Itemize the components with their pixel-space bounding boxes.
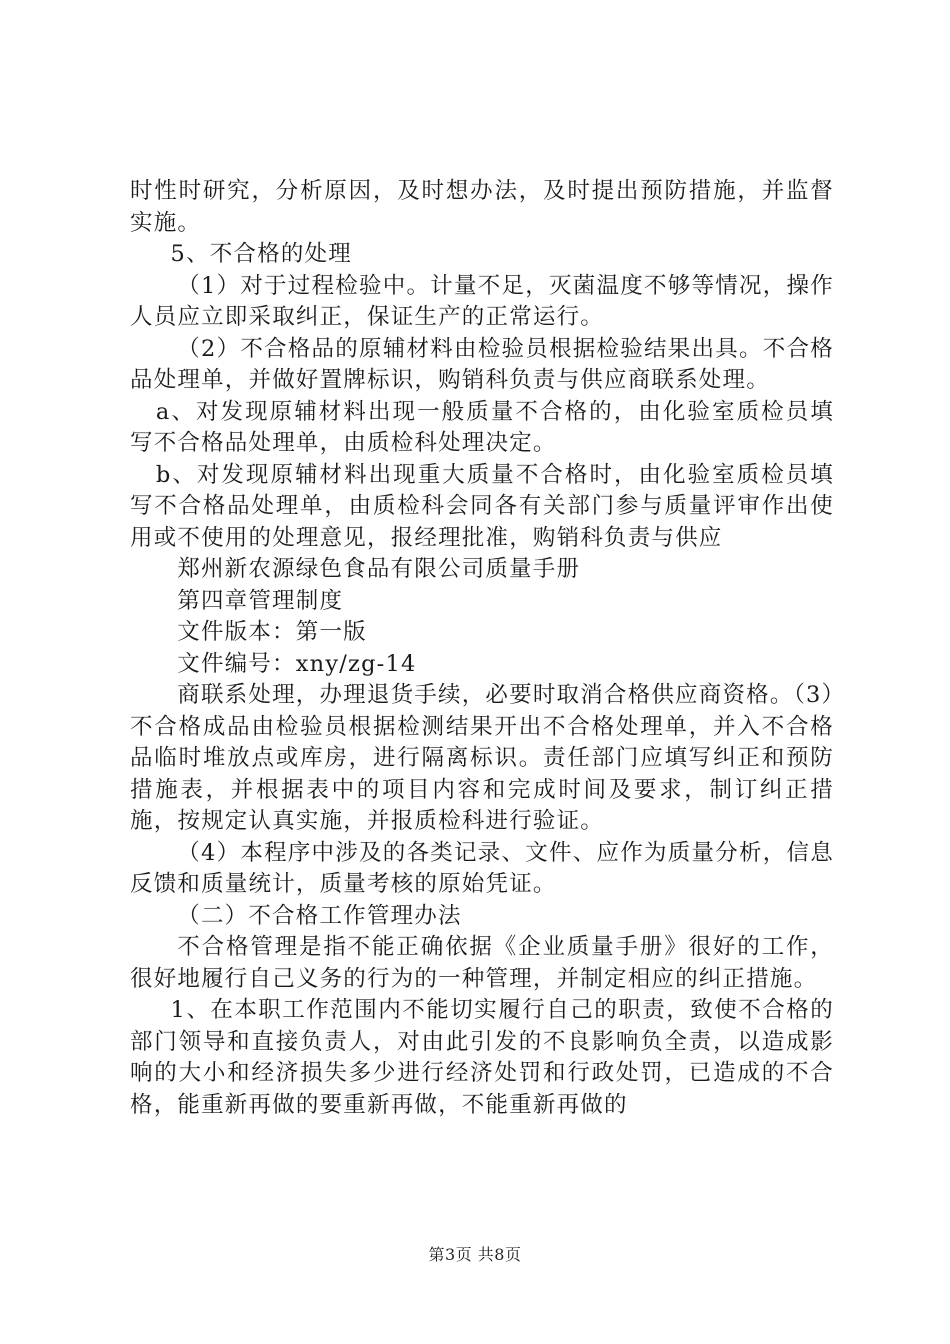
paragraph-definition: 不合格管理是指不能正确依据《企业质量手册》很好的工作，很好地履行自己义务的行为的一种管理，并制定相应的纠正措施。 — [130, 934, 834, 992]
section-heading-5: 5、不合格的处理 — [170, 241, 352, 267]
header-file-number: 文件编号：xny/zg-14 — [177, 650, 417, 677]
paragraph-1: 时性时研究，分析原因，及时想办法，及时提出预防措施，并监督实施。 — [130, 178, 834, 236]
paragraph-item-2: （2）不合格品的原辅材料由检验员根据检验结果出具。不合格品处理单，并做好置牌标识，购销科负责与供应商联系处理。 — [130, 335, 834, 393]
paragraph-item-a: a、对发现原辅材料出现一般质量不合格的，由化验室质检员填写不合格品处理单，由质检科处理决定。 — [130, 398, 834, 456]
document-body — [130, 176, 834, 1121]
paragraph-item-1: （1）对于过程检验中。计量不足，灭菌温度不够等情况，操作人员应立即采取纠正，保证生产的正常运行。 — [130, 272, 834, 330]
paragraph-item-b: b、对发现原辅材料出现重大质量不合格时，由化验室质检员填写不合格品处理单，由质检科会同各有关部门参与质量评审作出使用或不使用的处理意见，报经理批准，购销科负责与供应 — [130, 461, 834, 551]
paragraph-item-3: 商联系处理，办理退货手续，必要时取消合格供应商资格。（3）不合格成品由检验员根据检测结果开出不合格处理单，并入不合格品临时堆放点或库房，进行隔离标识。责任部门应填写纠正和预防措施表，并根据表中的项目内容和完成时间及要求，制订纠正措施，按规定认真实施，并报质检科进行验证。 — [130, 682, 834, 834]
page-number: 第3页 共8页 — [428, 1245, 522, 1264]
header-chapter: 第四章管理制度 — [177, 587, 344, 614]
paragraph-item-4: （4）本程序中涉及的各类记录、文件、应作为质量分析，信息反馈和质量统计，质量考核的原始凭证。 — [130, 839, 834, 897]
header-company-manual: 郑州新农源绿色食品有限公司质量手册 — [177, 556, 581, 582]
paragraph-rule-1: 1、在本职工作范围内不能切实履行自己的职责，致使不合格的部门领导和直接负责人，对由此引发的不良影响负全责，以造成影响的大小和经济损失多少进行经济处罚和行政处罚，已造成的不合格，能重新再做的要重新再做，不能重新再做的 — [130, 997, 834, 1118]
section-heading-2: （二）不合格工作管理办法 — [177, 902, 462, 929]
header-file-version: 文件版本：第一版 — [177, 619, 367, 645]
